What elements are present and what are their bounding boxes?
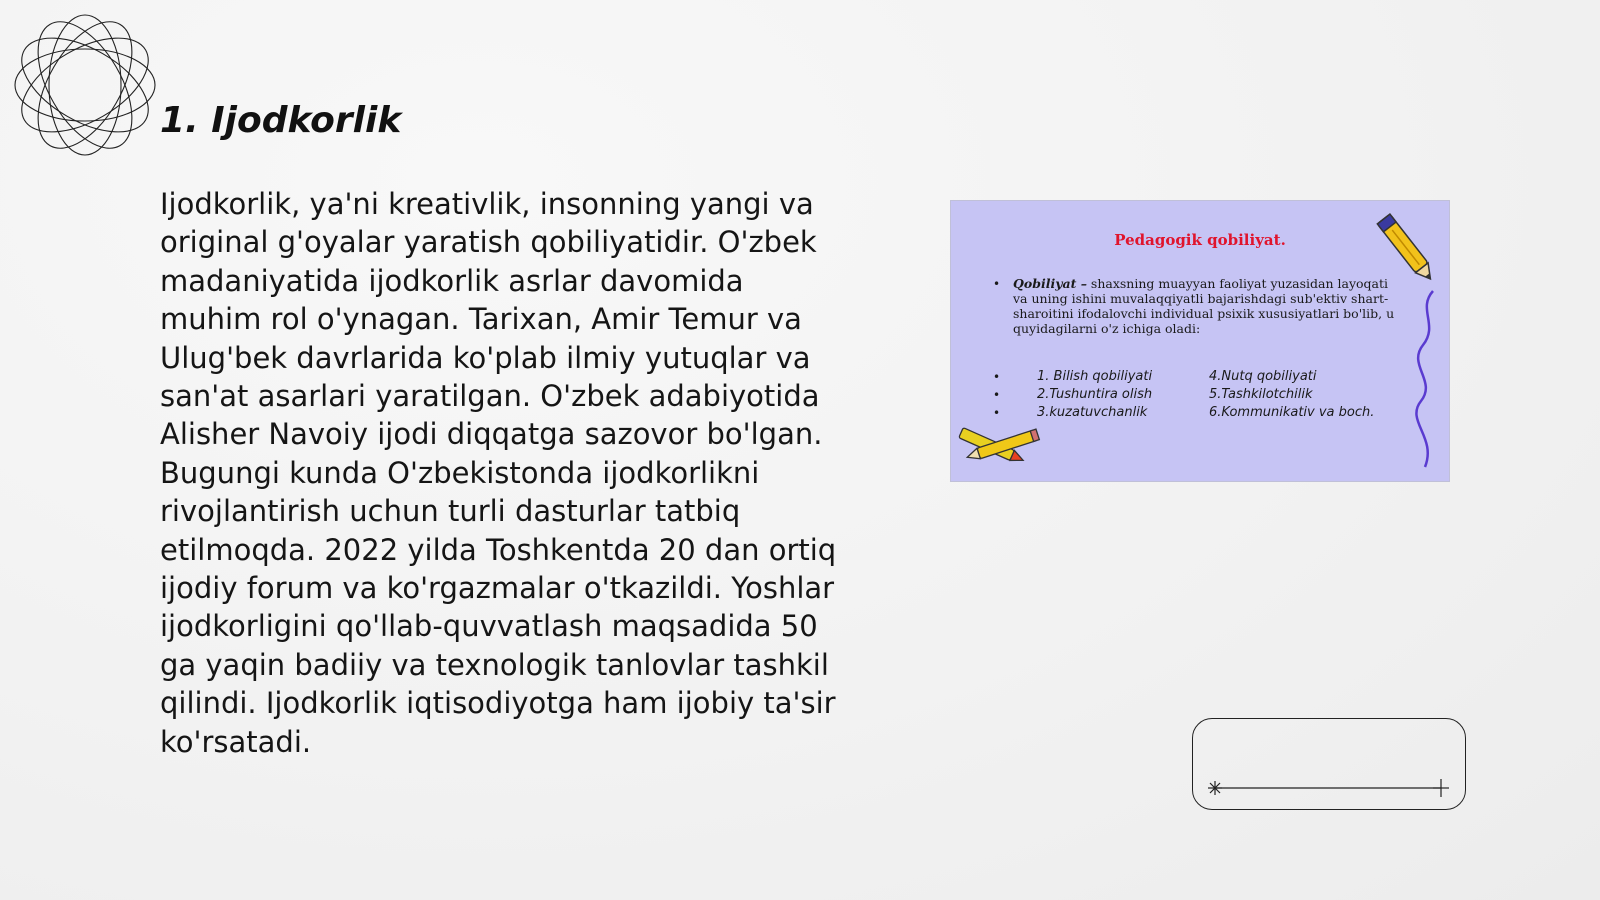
inset-list-item: 4.Nutq qobiliyati bbox=[1209, 369, 1317, 384]
pedagogik-qobiliyat-image bbox=[950, 200, 1450, 482]
inset-definition-text: shaxsning muayyan faoliyat yuzasidan layoqati va uning ishini muvalaqqiyatli bajarishdagi sub'ektiv shart-sharoitini ifodalovchi individual psixik xususiyatlari bo'lib, u quyidagilarni o'z ichiga oladi: bbox=[1013, 276, 1395, 336]
inset-bullet: • bbox=[993, 388, 1001, 402]
inset-definition bbox=[1013, 276, 1403, 336]
inset-list-item: 3.kuzatuvchanlik bbox=[1037, 405, 1148, 420]
inset-bullet: • bbox=[993, 406, 1001, 420]
slide-body-text: Ijodkorlik, ya'ni kreativlik, insonning yangi va original g'oyalar yaratish qobiliyatidir. O'zbek madaniyatida ijodkorlik asrlar davomida muhim rol o'ynagan. Tarixan, Amir Temur va Ulug'bek davrlarida ko'plab ilmiy yutuqlar va san'at asarlari yaratilgan. O'zbek adabiyotida Alisher Navoiy ijodi diqqatga sazovor bo'lgan. Bugungi kunda O'zbekistonda ijodkorlikni rivojlantirish uchun turli dasturlar tatbiq etilmoqda. 2022 yilda Toshkentda 20 dan ortiq ijodiy forum va ko'rgazmalar o'tkazildi. Yoshlar ijodkorligini qo'llab-quvvatlash maqsadida 50 ga yaqin badiiy va texnologik tanlovlar tashkil qilindi. Ijodkorlik iqtisodiyotga ham ijobiy ta'sir ko'rsatadi. bbox=[160, 187, 837, 759]
purple-squiggle-icon bbox=[1413, 289, 1441, 469]
inset-bullet: • bbox=[993, 277, 1001, 291]
sparkle-start-icon bbox=[1208, 781, 1222, 795]
inset-bullet: • bbox=[993, 370, 1001, 384]
sparkle-end-icon bbox=[1433, 779, 1449, 797]
crossed-pencils-icon bbox=[951, 423, 1051, 479]
timeline-slider-icon bbox=[1193, 719, 1467, 811]
timeline-slider[interactable] bbox=[1192, 718, 1466, 810]
inset-term: Qobiliyat – bbox=[1013, 276, 1087, 291]
inset-list-row bbox=[1037, 387, 1427, 405]
inset-list-row bbox=[1037, 405, 1427, 423]
slide-title: 1. Ijodkorlik bbox=[160, 100, 402, 141]
inset-ability-list bbox=[1037, 369, 1427, 423]
inset-title: Pedagogik qobiliyat. bbox=[1114, 231, 1286, 249]
yellow-pencil-icon bbox=[1365, 201, 1445, 296]
inset-list-item: 2.Tushuntira olish bbox=[1037, 387, 1153, 402]
spirograph-ornament-icon bbox=[10, 10, 160, 160]
inset-list-item: 1. Bilish qobiliyati bbox=[1037, 369, 1153, 384]
inset-list-item: 6.Kommunikativ va boch. bbox=[1209, 405, 1375, 420]
inset-list-item: 5.Tashkilotchilik bbox=[1209, 387, 1313, 402]
inset-list-row bbox=[1037, 369, 1427, 387]
